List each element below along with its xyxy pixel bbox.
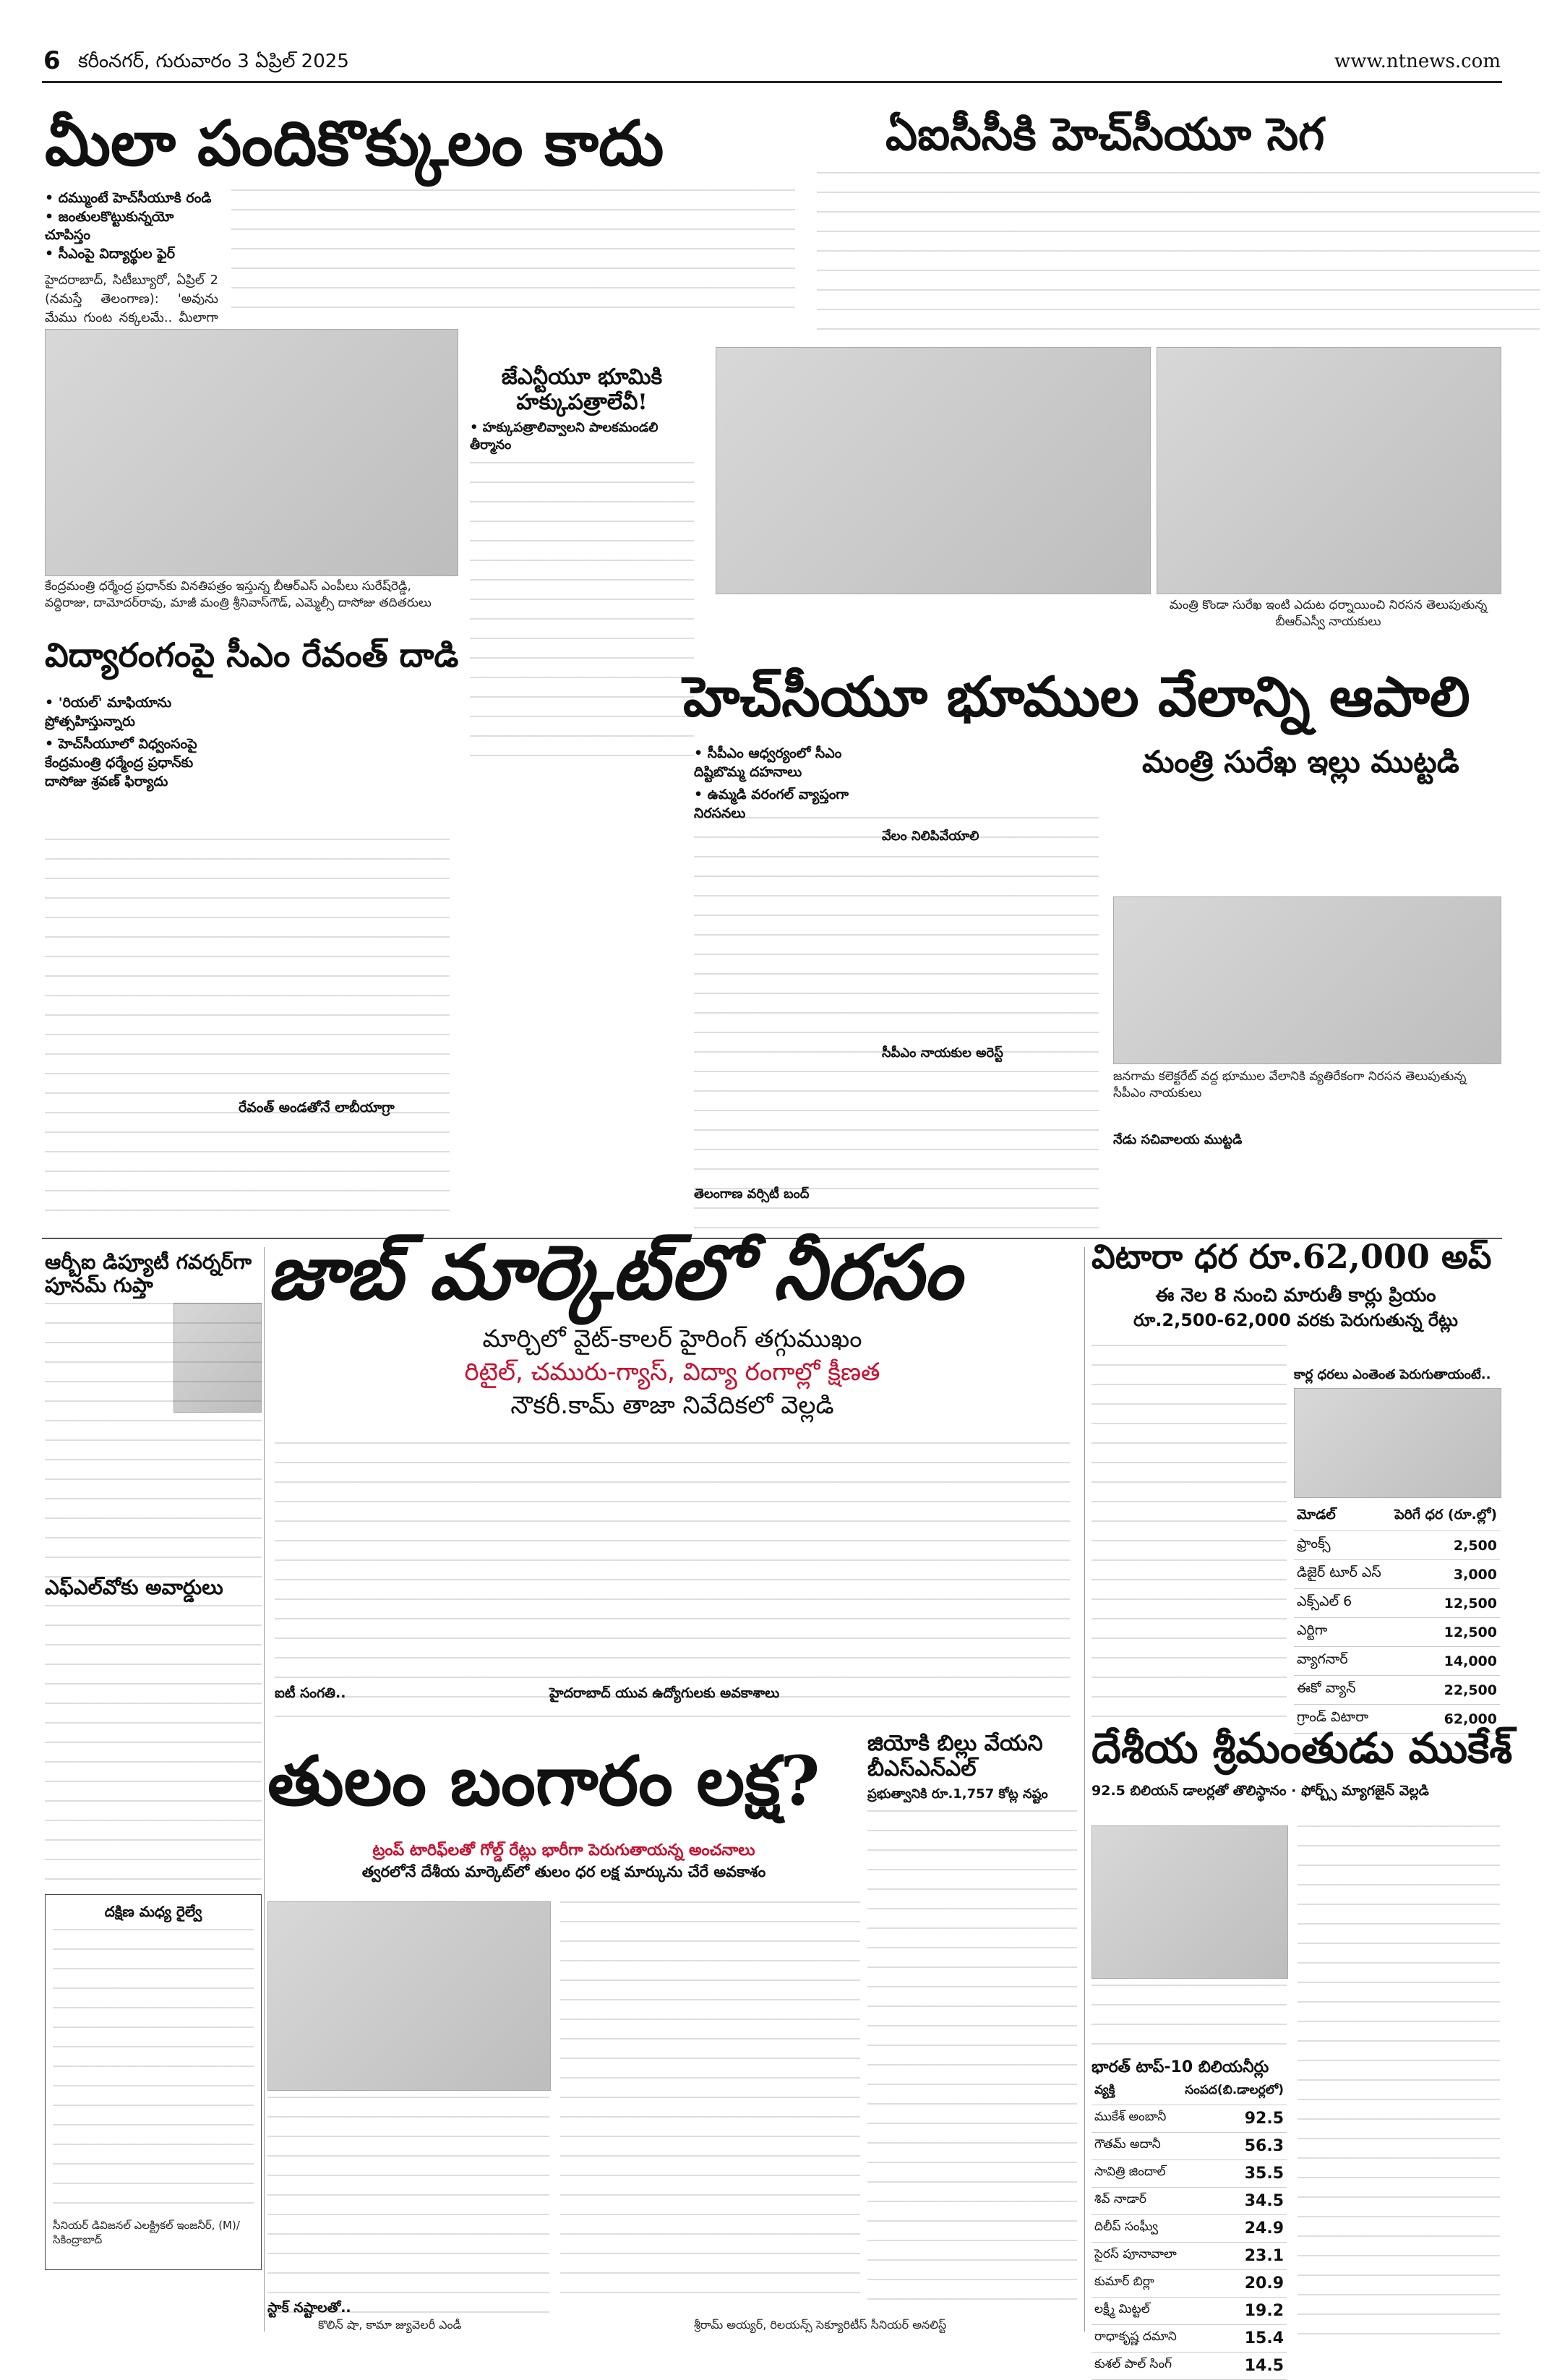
bsnl-sub: ప్రభుత్వానికి రూ.1,757 కోట్ల నష్టం (867, 1786, 1048, 1802)
billionaire-wealth: 92.5 (1180, 2105, 1287, 2132)
table-row (1091, 2324, 1287, 2352)
headline-jnu: జేఎన్టీయూ భూమికి హక్కుపత్రాలేవీ! (501, 364, 663, 415)
hcu-lands-section-4: నేడు సచివాలయ ముట్టడి (1113, 1132, 1243, 1147)
students-bullet-2: • హెచ్‌సీయూలో విధ్వంసంపై కేంద్రమంత్రి ధర్మేంద్ర ప్రధాన్‌కు దాసోజు శ్రవణ్ ఫిర్యాదు (45, 735, 226, 791)
hcu-sega-caption: మంత్రి కొండా సురేఖ ఇంటి ఎదుట ధర్నాయించి నిరసన తెలుపుతున్న బీఆర్‌ఎస్వీ నాయకులు (1169, 598, 1488, 629)
header-rule (42, 81, 1502, 83)
billionaire-name: ముకేశ్ అంబానీ (1091, 2105, 1180, 2132)
hcu-lands-bullet-1: • సీపీఎం ఆధ్వర్యంలో సీఎం దిష్టిబొమ్మ దహనాలు (694, 745, 867, 782)
students-body (45, 839, 450, 1229)
vitara-price: 14,000 (1387, 1647, 1500, 1676)
vitara-price: 12,500 (1387, 1589, 1500, 1618)
jobs-sub-2: రిటైల్, చమురు-గ్యాస్, విద్యా రంగాల్లో క్షీణత (464, 1357, 880, 1387)
vitara-price: 12,500 (1387, 1618, 1500, 1647)
table-row (1294, 1531, 1500, 1560)
vitara-price: 2,500 (1387, 1531, 1500, 1560)
top10-header-person: వ్యక్తి (1091, 2079, 1180, 2105)
rats-body: హైదరాబాద్, సిటీబ్యూరో, ఏప్రిల్ 2 (నమస్తే తెలంగాణ): 'అవును మేము గుంట నక్కలమే.. మీలాగా (45, 272, 218, 325)
gold-byline-1: కొలిన్ షా, కామా జ్యువెలరీ ఎండీ (318, 2318, 462, 2332)
page-number: 6 (43, 46, 61, 75)
headline-bsnl: జియోకి బిల్లు వేయని బీఎస్ఎన్ఎల్ (867, 1731, 1043, 1781)
headline-mukesh: దేశీయ శ్రీమంతుడు ముకేశ్ (1091, 1724, 1513, 1773)
vitara-body (1091, 1345, 1287, 1721)
mukesh-body-left (1091, 1985, 1287, 2053)
jobs-section-2: హైదరాబాద్ యువ ఉద్యోగులకు అవకాశాలు (549, 1685, 780, 1701)
rbi-body (45, 1303, 262, 1578)
edition-date: కరీంనగర్, గురువారం 3 ఏప్రిల్ 2025 (78, 51, 349, 72)
rats-body-columns (231, 189, 795, 320)
billionaire-name: కుమార్ బిర్లా (1091, 2269, 1180, 2297)
headline-jobs: జాబ్ మార్కెట్‌లో నీరసం (267, 1228, 961, 1317)
hcu-lands-section-1: వేలం నిలిపివేయాలి (882, 829, 979, 844)
mukesh-sub: 92.5 బిలియన్ డాలర్లతో తొలిస్థానం · ఫోర్బ్స్ మ్యాగజైన్ వెల్లడి (1091, 1783, 1429, 1799)
hcu-lands-body (694, 817, 1099, 1229)
table-row (1091, 2132, 1287, 2159)
vitara-price: 22,500 (1387, 1676, 1500, 1705)
rats-bullet-3: • సీఎంపై విద్యార్థుల ఫైర్ (45, 245, 218, 264)
table-row (1294, 1618, 1500, 1647)
headline-rbi: ఆర్బీఐ డిప్యూటీ గవర్నర్‌గా పూనమ్ గుప్తా (45, 1250, 252, 1298)
vitara-model: గ్రాండ్ విటారా (1294, 1705, 1387, 1734)
table-row (1091, 2187, 1287, 2214)
column-divider (264, 1247, 265, 2332)
vitara-sub-2: రూ.2,500-62,000 వరకు పెరుగుతున్న రేట్లు (1133, 1310, 1458, 1331)
students-bullet-1: • 'రియల్' మాఫియాను ప్రోత్సహిస్తున్నారు (45, 694, 226, 731)
gold-photo (267, 1901, 551, 2091)
billionaire-wealth: 35.5 (1180, 2159, 1287, 2187)
bsnl-body (867, 1810, 1077, 2302)
website-link[interactable]: www.ntnews.com (1334, 51, 1501, 72)
top10-title: భారత్ టాప్-10 బిలియనీర్లు (1091, 2058, 1269, 2076)
subheadline-hcu-lands: మంత్రి సురేఖ ఇల్లు ముట్టడి (1142, 744, 1459, 779)
top10-header-wealth: సంపద(బి.డాలర్లలో) (1180, 2079, 1287, 2105)
gold-section: స్టాక్ నష్టాలతో.. (267, 2300, 351, 2316)
mukesh-photo (1091, 1825, 1288, 1979)
gold-byline-2: శ్రీరామ్ అయ్యర్, రిలయన్స్ సెక్యూరిటీస్ సీనియర్ అనలిస్ట్ (694, 2318, 947, 2332)
gold-body-left (267, 2097, 549, 2313)
mukesh-body (1298, 1825, 1500, 2339)
billionaire-name: శివ్ నాడార్ (1091, 2187, 1180, 2214)
vitara-table-header-model: మోడల్ (1294, 1502, 1387, 1531)
billionaire-name: కుశల్ పాల్ సింగ్ (1091, 2352, 1180, 2379)
table-row (1091, 2269, 1287, 2297)
vitara-model: ఈకో వ్యాన్ (1294, 1676, 1387, 1705)
hcu-lands-photo-caption: జనగామ కలెక్టరేట్ వద్ద భూముల వేలానికి వ్యతిరేకంగా నిరసన తెలుపుతున్న సీపీఎం నాయకులు (1113, 1069, 1467, 1100)
vitara-table-header-price: పెరిగే ధర (రూ.ల్లో) (1387, 1502, 1500, 1531)
vitara-model: డిజైర్ టూర్ ఎస్ (1294, 1560, 1387, 1589)
table-row (1091, 2352, 1287, 2379)
jnu-body (470, 462, 694, 773)
headline-ffl: ఎఫ్ఎల్‌వోకు అవార్డులు (45, 1575, 223, 1599)
table-row (1091, 2159, 1287, 2187)
billionaire-wealth: 20.9 (1180, 2269, 1287, 2297)
hcu-lands-bullet-2: • ఉమ్మడి వరంగల్ వ్యాప్తంగా నిరసనలు (694, 786, 867, 823)
jobs-sub-1: మార్చిలో వైట్-కాలర్ హైరింగ్ తగ్గుముఖం (482, 1324, 862, 1353)
billionaire-wealth: 19.2 (1180, 2297, 1287, 2324)
table-row (1294, 1560, 1500, 1589)
headline-rats: మీలా పందికొక్కులం కాదు (45, 107, 664, 180)
jobs-body (275, 1442, 1070, 1717)
rats-bullet-1: • దమ్ముంటే హెచ్‌సీయూకి రండి (45, 189, 218, 208)
billionaire-wealth: 56.3 (1180, 2132, 1287, 2159)
ffl-body (45, 1605, 262, 1880)
jobs-section-1: ఐటీ సంగతి.. (275, 1685, 346, 1701)
vitara-price: 3,000 (1387, 1560, 1500, 1589)
top10-table (1091, 2079, 1287, 2380)
headline-students: విద్యారంగంపై సీఎం రేవంత్ దాడి (45, 635, 459, 675)
headline-gold: తులం బంగారం లక్ష? (267, 1742, 820, 1821)
surekha-protest-photo (1157, 347, 1501, 594)
hcu-lands-section-2: సీపీఎం నాయకుల అరెస్ట్ (882, 1045, 1003, 1061)
headline-hcu-lands: హెచ్‌సీయూ భూముల వేలాన్ని ఆపాలి (683, 664, 1470, 729)
vitara-model: ఫ్రాంక్స్ (1294, 1531, 1387, 1560)
billionaire-name: లక్ష్మీ మిట్టల్ (1091, 2297, 1180, 2324)
gold-tagline: ట్రంప్ టారిఫ్‌లతో గోల్డ్ రేట్లు భారీగా పెరుగుతాయన్న అంచనాలు (372, 1841, 755, 1859)
tender-title: దక్షిణ మధ్య రైల్వే (104, 1903, 202, 1920)
jnu-bullet: • హక్కుపత్రాలివ్వాలని పాలకమండలి తీర్మానం (470, 419, 694, 455)
vitara-model: వ్యాగనార్ (1294, 1647, 1387, 1676)
rats-photo (45, 329, 458, 576)
billionaire-wealth: 14.5 (1180, 2352, 1287, 2379)
headline-vitara: విటారా ధర రూ.62,000 అప్ (1091, 1237, 1492, 1276)
students-subhead: రేవంత్ అండతోనే లాబీయాగ్రా (239, 1100, 395, 1116)
vitara-sub-1: ఈ నెల 8 నుంచి మారుతీ కార్లు ప్రియం (1155, 1285, 1436, 1306)
vitara-model: ఎక్స్‌ఎల్ 6 (1294, 1589, 1387, 1618)
gold-sub: త్వరలోనే దేశీయ మార్కెట్‌లో తులం ధర లక్ష మార్కును చేరే అవకాశం (361, 1862, 766, 1880)
vitara-table-title: కార్ల ధరలు ఎంతెంత పెరుగుతాయంటే.. (1294, 1367, 1491, 1382)
hcu-protest-photo (716, 347, 1151, 594)
gold-body-right (560, 1901, 860, 2306)
table-row (1091, 2297, 1287, 2324)
billionaire-name: దిలీప్ సంఘ్వీ (1091, 2214, 1180, 2242)
tender-body (53, 1929, 254, 2218)
rats-bullet-2: • జంతులకొట్టుకున్నయో చూపిస్తం (45, 208, 218, 245)
hcu-sega-body (817, 172, 1540, 338)
billionaire-name: సైరస్ పూనావాలా (1091, 2242, 1180, 2269)
billionaire-wealth: 24.9 (1180, 2214, 1287, 2242)
vitara-model: ఎర్టిగా (1294, 1618, 1387, 1647)
tender-footer: సీనియర్ డివిజనల్ ఎలక్ట్రికల్ ఇంజనీర్, (M)/సికింద్రాబాద్ (53, 2219, 240, 2247)
table-row (1091, 2214, 1287, 2242)
rats-caption: కేంద్రమంత్రి ధర్మేంద్ర ప్రధాన్‌కు వినతిపత్రం ఇస్తున్న బీఆర్ఎస్ ఎంపీలు సురేష్‌రెడ్డి, వద్దిరాజు, దామోదర్‌రావు, మాజీ మంత్రి శ్రీనివాస్‌గౌడ్, ఎమ్మెల్సీ దాసోజు తదితరులు (45, 579, 432, 610)
table-row (1091, 2105, 1287, 2132)
table-row (1294, 1589, 1500, 1618)
table-row (1294, 1647, 1500, 1676)
billionaire-name: గౌతమ్ అదానీ (1091, 2132, 1180, 2159)
jobs-sub-3: నౌకరీ.కామ్ తాజా నివేదికలో వెల్లడి (510, 1390, 834, 1420)
billionaire-wealth: 34.5 (1180, 2187, 1287, 2214)
hcu-lands-section-3: తెలంగాణ వర్సిటీ బంద్ (694, 1186, 810, 1202)
vitara-car-photo (1294, 1388, 1501, 1498)
billionaire-name: రాధాకృష్ణ దమాని (1091, 2324, 1180, 2352)
table-row (1294, 1676, 1500, 1705)
vitara-price-table (1294, 1502, 1500, 1734)
billionaire-name: సావిత్రి జిందాల్ (1091, 2159, 1180, 2187)
hcu-lands-photo (1113, 896, 1501, 1064)
vitara-price: 62,000 (1387, 1705, 1500, 1734)
table-row (1091, 2242, 1287, 2269)
headline-hcu-sega: ఏఐసీసీకి హెచ్‌సీయూ సెగ (885, 108, 1325, 160)
column-divider (1084, 1247, 1085, 2332)
billionaire-wealth: 15.4 (1180, 2324, 1287, 2352)
billionaire-wealth: 23.1 (1180, 2242, 1287, 2269)
